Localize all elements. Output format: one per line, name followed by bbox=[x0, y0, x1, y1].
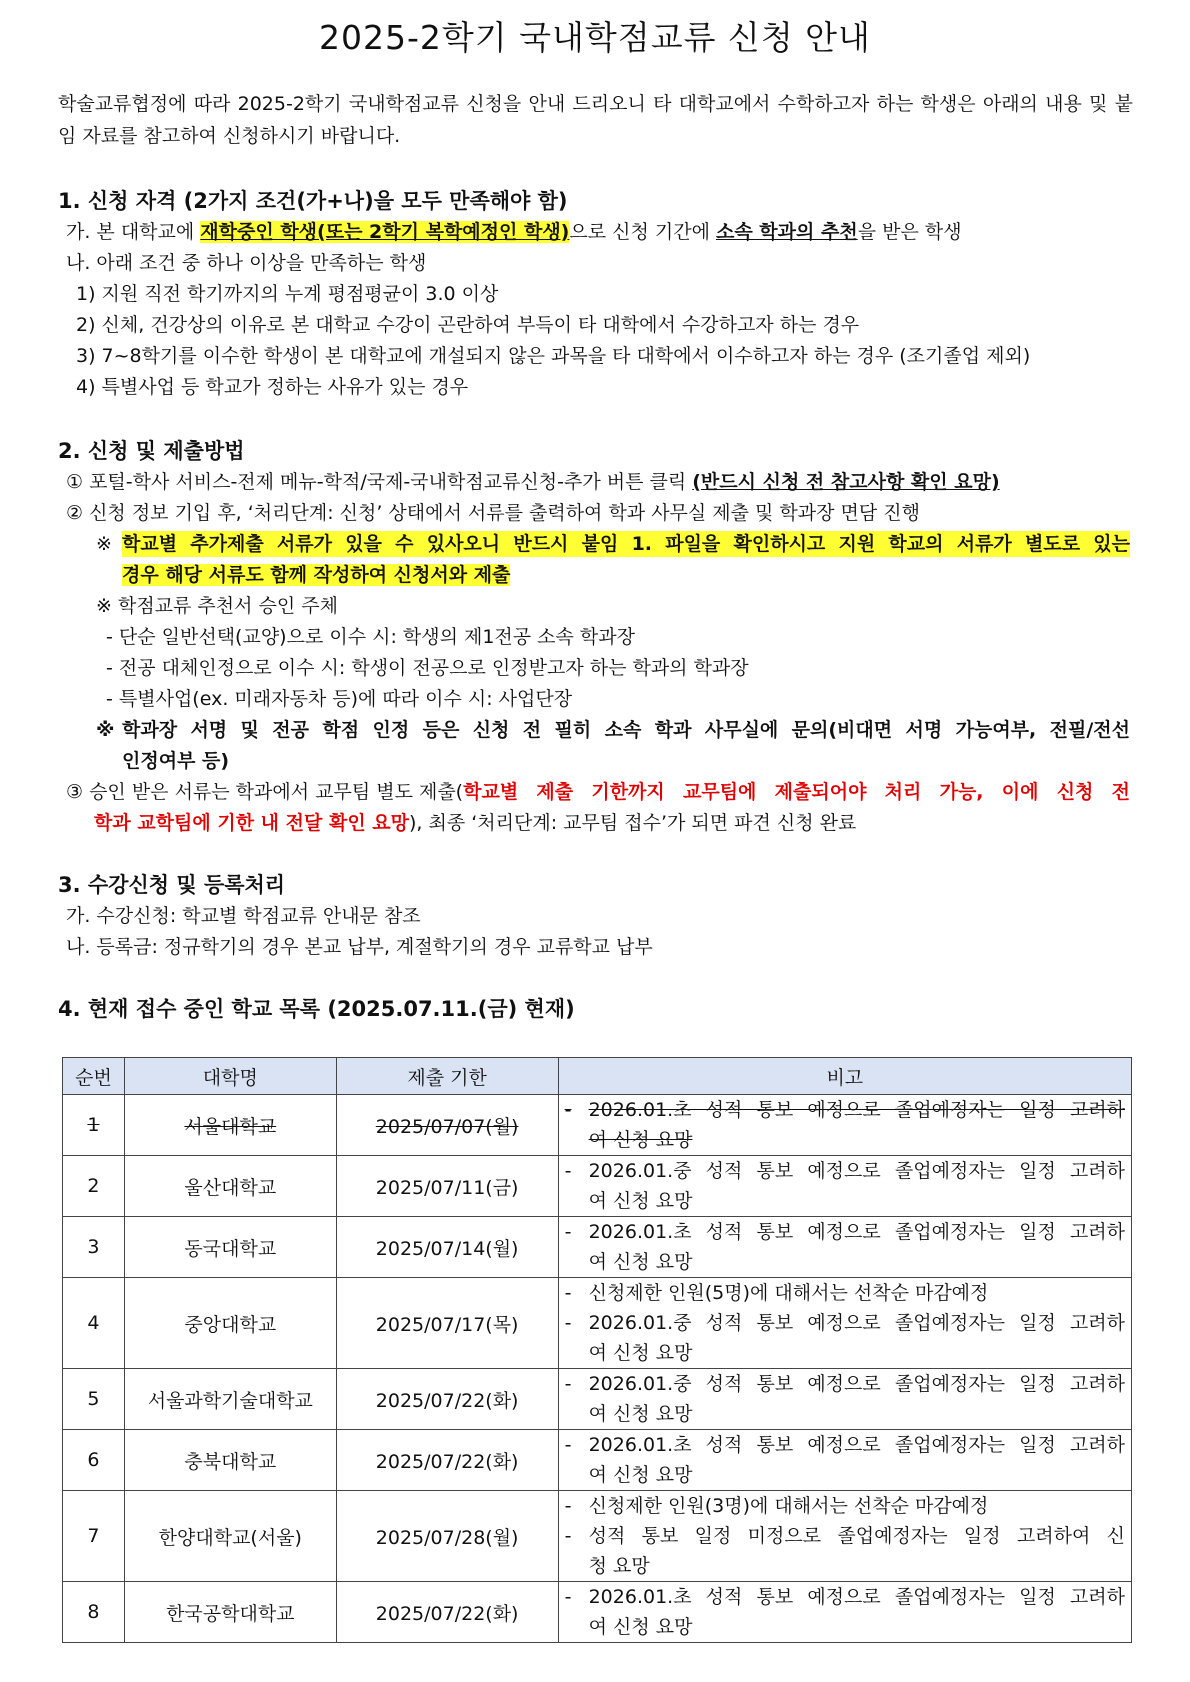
remarks-cell bbox=[558, 1156, 1131, 1217]
ga-highlight: 재학중인 학생(또는 2학기 복학예정인 학생) bbox=[200, 221, 570, 243]
step-1-emphasis: (반드시 신청 전 참고사항 확인 요망) bbox=[692, 471, 1000, 493]
remark-bullet: - bbox=[564, 1160, 572, 1182]
remark-bullet: - bbox=[564, 1099, 572, 1121]
step-1 bbox=[66, 469, 1000, 495]
section-1-heading: 1. 신청 자격 (2가지 조건(가+나)을 모두 만족해야 함) bbox=[58, 189, 568, 213]
remarks-cell bbox=[558, 1278, 1131, 1369]
approver-item: - 단순 일반선택(교양)으로 이수 시: 학생의 제1전공 소속 학과장 bbox=[106, 626, 635, 648]
deadline-date: 2025/07/22(화) bbox=[336, 1369, 558, 1430]
deadline-date: 2025/07/07(월) bbox=[336, 1095, 558, 1156]
column-header-deadline: 제출 기한 bbox=[336, 1058, 558, 1095]
note-3-line-1: 학과장 서명 및 전공 학점 인정 등은 신청 전 필히 소속 학과 사무실에 문의(비대면 서명 가능여부, 전필/전선 bbox=[122, 719, 1130, 741]
note-1-highlight-2: 경우 해당 서류도 함께 작성하여 신청서와 제출 bbox=[122, 564, 511, 586]
remarks-cell bbox=[558, 1095, 1131, 1156]
note-mark: ※ bbox=[96, 533, 112, 555]
university-name: 한국공학대학교 bbox=[124, 1582, 336, 1643]
remark-text: 성적 통보 일정 미정으로 졸업예정자는 일정 고려하여 신 bbox=[588, 1525, 1125, 1547]
note-2: ※ 학점교류 추천서 승인 주체 bbox=[96, 595, 338, 617]
remark-text-cont: 여 신청 요망 bbox=[588, 1342, 693, 1364]
row-number: 7 bbox=[63, 1491, 125, 1582]
column-header-remarks: 비고 bbox=[558, 1058, 1131, 1095]
note-1-highlight-1: 학교별 추가제출 서류가 있을 수 있사오니 반드시 붙임 1. 파일을 확인하시고 지원 학교의 서류가 별도로 있는 bbox=[122, 533, 1130, 555]
remark-item bbox=[565, 1491, 1125, 1521]
remarks-cell bbox=[558, 1582, 1131, 1643]
ga-prefix: 가. 본 대학교에 bbox=[66, 221, 201, 243]
condition-item: 3) 7~8학기를 이수한 학생이 본 대학교에 개설되지 않은 과목을 타 대학에서 이수하고자 하는 경우 (조기졸업 제외) bbox=[76, 345, 1031, 367]
section-3-item-ga: 가. 수강신청: 학교별 학점교류 안내문 참조 bbox=[66, 905, 421, 927]
table-row bbox=[63, 1369, 1132, 1430]
step-3-red-2: 학과 교학팀에 기한 내 전달 확인 요망 bbox=[94, 812, 409, 834]
note-1-line-2 bbox=[122, 562, 510, 588]
remarks-cell bbox=[558, 1369, 1131, 1430]
remarks-cell bbox=[558, 1491, 1131, 1582]
remarks-cell bbox=[558, 1430, 1131, 1491]
remark-text: 2026.01.초 성적 통보 예정으로 졸업예정자는 일정 고려하 bbox=[588, 1586, 1125, 1608]
remark-text: 2026.01.초 성적 통보 예정으로 졸업예정자는 일정 고려하 bbox=[588, 1221, 1125, 1243]
step-1-text: ① 포털-학사 서비스-전제 메뉴-학적/국제-국내학점교류신청-추가 버튼 클릭 bbox=[66, 471, 693, 493]
row-number: 4 bbox=[63, 1278, 125, 1369]
remark-item bbox=[565, 1308, 1125, 1368]
deadline-date: 2025/07/14(월) bbox=[336, 1217, 558, 1278]
remark-bullet: - bbox=[564, 1312, 572, 1334]
section-2-heading: 2. 신청 및 제출방법 bbox=[58, 439, 245, 463]
university-name: 중앙대학교 bbox=[124, 1278, 336, 1369]
step-3-suffix: ), 최종 ‘처리단계: 교무팀 접수’가 되면 파견 신청 완료 bbox=[409, 812, 857, 834]
condition-item: 1) 지원 직전 학기까지의 누계 평점평균이 3.0 이상 bbox=[76, 283, 499, 305]
remark-text: 신청제한 인원(5명)에 대해서는 선착순 마감예정 bbox=[588, 1282, 989, 1304]
deadline-date: 2025/07/17(목) bbox=[336, 1278, 558, 1369]
step-3-text: ③ 승인 받은 서류는 학과에서 교무팀 별도 제출( bbox=[66, 781, 464, 803]
remark-bullet: - bbox=[564, 1495, 572, 1517]
row-number: 5 bbox=[63, 1369, 125, 1430]
section-1-item-na: 나. 아래 조건 중 하나 이상을 만족하는 학생 bbox=[66, 252, 427, 274]
table-row bbox=[63, 1217, 1132, 1278]
deadline-date: 2025/07/11(금) bbox=[336, 1156, 558, 1217]
table-row bbox=[63, 1430, 1132, 1491]
remark-text: 2026.01.중 성적 통보 예정으로 졸업예정자는 일정 고려하 bbox=[588, 1312, 1125, 1334]
row-number: 2 bbox=[63, 1156, 125, 1217]
section-1-item-ga bbox=[66, 219, 962, 245]
row-number: 1 bbox=[63, 1095, 125, 1156]
remark-text: 2026.01.중 성적 통보 예정으로 졸업예정자는 일정 고려하 bbox=[588, 1373, 1125, 1395]
step-3-line-1 bbox=[66, 779, 1130, 805]
ga-suffix: 을 받은 학생 bbox=[857, 221, 962, 243]
row-number: 8 bbox=[63, 1582, 125, 1643]
remark-item bbox=[565, 1430, 1125, 1490]
university-name: 울산대학교 bbox=[124, 1156, 336, 1217]
section-3-item-na: 나. 등록금: 정규학기의 경우 본교 납부, 계절학기의 경우 교류학교 납부 bbox=[66, 936, 653, 958]
school-list-table bbox=[62, 1057, 1132, 1643]
remark-bullet: - bbox=[564, 1282, 572, 1304]
remark-item bbox=[565, 1095, 1125, 1155]
remark-item bbox=[565, 1156, 1125, 1216]
row-number: 6 bbox=[63, 1430, 125, 1491]
step-3-red-1: 학교별 제출 기한까지 교무팀에 제출되어야 처리 가능, 이에 신청 전 bbox=[463, 781, 1130, 803]
remark-text: 신청제한 인원(3명)에 대해서는 선착순 마감예정 bbox=[588, 1495, 989, 1517]
remark-bullet: - bbox=[564, 1373, 572, 1395]
remark-text-cont: 여 신청 요망 bbox=[588, 1129, 693, 1151]
table-row bbox=[63, 1095, 1132, 1156]
column-header-university: 대학명 bbox=[124, 1058, 336, 1095]
intro-paragraph: 학술교류협정에 따라 2025-2학기 국내학점교류 신청을 안내 드리오니 타 대학교에서 수학하고자 하는 학생은 아래의 내용 및 붙임 자료를 참고하여 신청하시기 바랍니다. bbox=[58, 93, 1133, 147]
table-header-row bbox=[63, 1058, 1132, 1095]
section-4-heading: 4. 현재 접수 중인 학교 목록 (2025.07.11.(금) 현재) bbox=[58, 997, 575, 1021]
remark-bullet: - bbox=[564, 1525, 572, 1547]
row-number: 3 bbox=[63, 1217, 125, 1278]
step-3-line-2 bbox=[94, 810, 856, 836]
remark-text-cont: 여 신청 요망 bbox=[588, 1190, 693, 1212]
remark-item bbox=[565, 1582, 1125, 1642]
table-row bbox=[63, 1582, 1132, 1643]
note-3-line-2: 인정여부 등) bbox=[122, 750, 230, 772]
remark-text: 2026.01.중 성적 통보 예정으로 졸업예정자는 일정 고려하 bbox=[588, 1160, 1125, 1182]
remark-text: 2026.01.초 성적 통보 예정으로 졸업예정자는 일정 고려하 bbox=[588, 1434, 1125, 1456]
note-1-line-1 bbox=[122, 531, 1130, 557]
table-row bbox=[63, 1278, 1132, 1369]
remark-text: 2026.01.초 성적 통보 예정으로 졸업예정자는 일정 고려하 bbox=[588, 1099, 1125, 1121]
column-header-no: 순번 bbox=[63, 1058, 125, 1095]
remark-text-cont: 여 신청 요망 bbox=[588, 1403, 693, 1425]
remark-item bbox=[565, 1521, 1125, 1581]
university-name: 서울과학기술대학교 bbox=[124, 1369, 336, 1430]
remark-item bbox=[565, 1369, 1125, 1429]
remark-text-cont: 청 요망 bbox=[588, 1555, 650, 1577]
university-name: 서울대학교 bbox=[124, 1095, 336, 1156]
deadline-date: 2025/07/28(월) bbox=[336, 1491, 558, 1582]
note-mark-3: ※ bbox=[96, 719, 115, 741]
section-3-heading: 3. 수강신청 및 등록처리 bbox=[58, 873, 286, 897]
table-row bbox=[63, 1491, 1132, 1582]
remark-text-cont: 여 신청 요망 bbox=[588, 1616, 693, 1638]
deadline-date: 2025/07/22(화) bbox=[336, 1582, 558, 1643]
remark-bullet: - bbox=[564, 1434, 572, 1456]
ga-middle: 으로 신청 기간에 bbox=[569, 221, 716, 243]
condition-item: 4) 특별사업 등 학교가 정하는 사유가 있는 경우 bbox=[76, 376, 469, 398]
remarks-cell bbox=[558, 1217, 1131, 1278]
remark-bullet: - bbox=[564, 1221, 572, 1243]
table-row bbox=[63, 1156, 1132, 1217]
university-name: 충북대학교 bbox=[124, 1430, 336, 1491]
page-title: 2025-2학기 국내학점교류 신청 안내 bbox=[319, 18, 871, 57]
remark-item bbox=[565, 1217, 1125, 1277]
remark-text-cont: 여 신청 요망 bbox=[588, 1464, 693, 1486]
ga-underline: 소속 학과의 추천 bbox=[715, 221, 858, 243]
remark-item bbox=[565, 1278, 1125, 1308]
condition-item: 2) 신체, 건강상의 이유로 본 대학교 수강이 곤란하여 부득이 타 대학에서 수강하고자 하는 경우 bbox=[76, 314, 860, 336]
remark-bullet: - bbox=[564, 1586, 572, 1608]
table-body bbox=[63, 1095, 1132, 1643]
deadline-date: 2025/07/22(화) bbox=[336, 1430, 558, 1491]
university-name: 한양대학교(서울) bbox=[124, 1491, 336, 1582]
remark-text-cont: 여 신청 요망 bbox=[588, 1251, 693, 1273]
university-name: 동국대학교 bbox=[124, 1217, 336, 1278]
approver-item: - 특별사업(ex. 미래자동차 등)에 따라 이수 시: 사업단장 bbox=[106, 688, 573, 710]
step-2: ② 신청 정보 기입 후, ‘처리단계: 신청’ 상태에서 서류를 출력하여 학과 사무실 제출 및 학과장 면담 진행 bbox=[66, 502, 920, 524]
approver-item: - 전공 대체인정으로 이수 시: 학생이 전공으로 인정받고자 하는 학과의 학과장 bbox=[106, 657, 749, 679]
